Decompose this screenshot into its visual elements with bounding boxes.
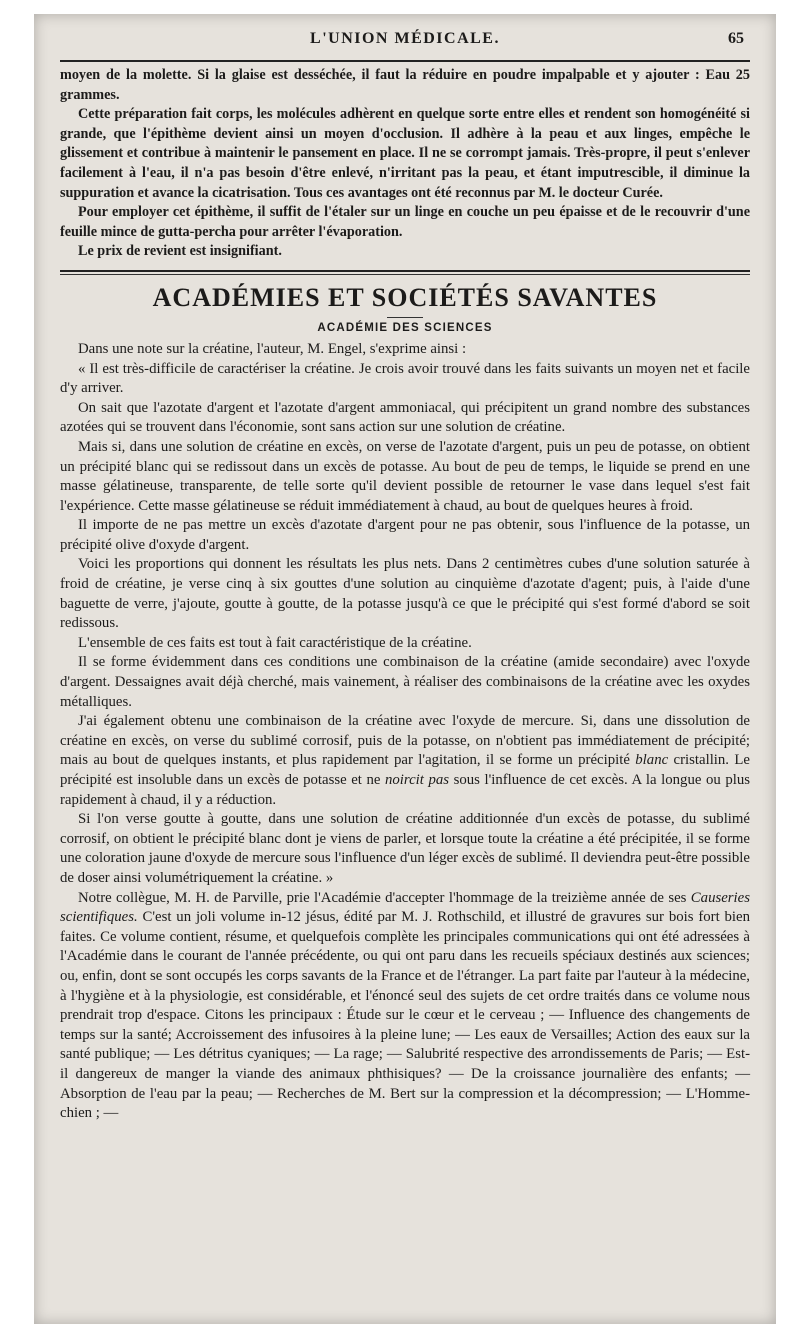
running-head bbox=[60, 28, 750, 58]
subsection-heading: ACADÉMIE DES SCIENCES bbox=[317, 321, 493, 334]
newspaper-page bbox=[34, 14, 776, 1324]
text-run: sous l'influence de cet excès. A la longue ou plus rapidement à chaud, il y a réduction. bbox=[60, 772, 750, 808]
italic-text: blanc bbox=[635, 752, 669, 769]
report-paragraph: On sait que l'azotate d'argent et l'azotate d'argent ammoniacal, qui précipitent un grand nombre des substances azotées qui se trouvent dans l'économie, sont sans action sur une solution de créatine. bbox=[60, 399, 750, 436]
article-paragraph: Le prix de revient est insignifiant. bbox=[78, 243, 282, 260]
page-number: 65 bbox=[728, 30, 744, 47]
text-run: Notre collègue, M. H. de Parville, prie l'Académie d'accepter l'hommage de la treizième année de ses bbox=[78, 889, 691, 906]
article-paragraph: moyen de la molette. Si la glaise est desséchée, il faut la réduire en poudre impalpable et y ajouter : Eau 25 grammes. bbox=[60, 67, 750, 103]
report-paragraph bbox=[60, 889, 750, 1124]
italic-text: Causeries scientifiques. bbox=[60, 889, 750, 926]
text-run: C'est un joli volume in-12 jésus, édité par M. J. Rothschild, et illustré de gravures sur bois fort bien faites. Ce volume contient, résume, et quelquefois complète les principales communications qui ont été adressées à l'Académie dans le courant de l'année précédente, ou qui ont paru dans les recueils spéciaux destinés aux sciences; ou, enfin, dont se sont occupés les corps savants de la France et de l'étranger. La part faite par l'auteur à la médecine, à l'hygiène et à la physiologie, est considérable, et l'énoncé seul des sujets de cet ordre traités dans ce volume nous prendrait trop d'espace. Citons les principaux : Étude sur le cœur et le cerveau ; — Influence des changements de temps sur la santé; Accroissement des infusoires à la pleine lune; — Les eaux de Versailles; Action des eaux sur la santé publique; — Les détritus cyaniques; — La rage; — Salubrité respective des arrondissements de Paris; — Est-il dangereux de manger la viande des animaux phthisiques? — De la croissance journalière des enfants; — Absorption de l'eau par la peau; — Recherches de M. Bert sur la compression et la décompression; — L'Homme-chien ; — bbox=[60, 909, 750, 1122]
text-run: J'ai également obtenu une combinaison de la créatine avec l'oxyde de mercure. Si, dans une dissolution de créatine en excès, on verse du sublimé corrosif, puis de la potasse, on n'obtient pas immédiatement de précipité; mais au bout de quelques instants, et plus rapidement par l'agitation, il se forme un précipité bbox=[60, 713, 750, 769]
italic-text: noircit pas bbox=[385, 772, 450, 788]
page-content bbox=[60, 28, 750, 1124]
article-paragraph: Cette préparation fait corps, les molécules adhèrent en quelque sorte entre elles et rendent son homogénéité si grande, que l'épithème devient ainsi un moyen d'occlusion. Il adhère à la peau et aux linges, empêche le glissement et contribue à maintenir le pansement en place. Il ne se corrompt jamais. Très-propre, il peut s'enlever facilement à l'eau, il n'a pas besoin d'être enlevé, n'irritant pas la peau, et étant imputrescible, il diminue la suppuration et avance la cicatrisation. Tous ces avantages ont été reconnus par M. le docteur Curée. bbox=[60, 106, 750, 201]
report-paragraph: Voici les proportions qui donnent les résultats les plus nets. Dans 2 centimètres cubes d'une solution saturée à froid de créatine, je verse cinq à six gouttes d'une solution au cinquième d'azotate d'agent; puis, à l'aide d'une baguette de verre, j'ajoute, goutte à goutte, de la potasse jusqu'à ce que le précipité qui s'est formé d'abord se soit redissous. bbox=[60, 556, 750, 632]
text-run: cristallin. Le précipité est insoluble dans un excès de potasse et ne bbox=[60, 752, 750, 788]
report-paragraph: « Il est très-difficile de caractériser la créatine. Je crois avoir trouvé dans les faits suivants un moyen net et facile d'y arriver. bbox=[60, 360, 750, 397]
section-heading: ACADÉMIES ET SOCIÉTÉS SAVANTES bbox=[152, 282, 658, 312]
report-paragraph: Il importe de ne pas mettre un excès d'azotate d'argent pour ne pas obtenir, sous l'influence de la potasse, un précipité olive d'oxyde d'argent. bbox=[60, 517, 750, 553]
journal-title: L'UNION MÉDICALE. bbox=[310, 30, 500, 47]
report-paragraph: L'ensemble de ces faits est tout à fait caractéristique de la créatine. bbox=[78, 634, 472, 651]
heading-short-rule bbox=[387, 317, 423, 318]
report-paragraph: Il se forme évidemment dans ces conditions une combinaison de la créatine (amide secondaire) avec l'oxyde d'argent. Dessaignes avait déjà cherché, mais vainement, à réaliser des combinaisons de la créatine avec les oxydes métalliques. bbox=[60, 654, 750, 710]
header-rule bbox=[60, 60, 750, 62]
report-paragraph: Dans une note sur la créatine, l'auteur, M. Engel, s'exprime ainsi : bbox=[78, 340, 467, 357]
article-end bbox=[60, 66, 750, 262]
article-paragraph: Pour employer cet épithème, il suffit de l'étaler sur un linge en couche un peu épaisse et de le recouvrir d'une feuille mince de gutta-percha pour arrêter l'évaporation. bbox=[60, 204, 750, 240]
report-paragraph: Si l'on verse goutte à goutte, dans une solution de créatine additionnée d'un excès de potasse, du sublimé corrosif, on obtient le précipité blanc dont je viens de parler, et lorsque toute la créatine a été précipitée, il se forme une coloration jaune d'oxyde de mercure sous l'influence d'un léger excès de sublimé. Il deviendra peut-être possible de doser ainsi volumétriquement la créatine. » bbox=[60, 811, 750, 886]
report-paragraph bbox=[60, 712, 750, 810]
report-paragraph: Mais si, dans une solution de créatine en excès, on verse de l'azotate d'argent, puis un peu de potasse, on obtient un précipité blanc qui se redissout dans un excès de potasse. Au bout de peu de temps, le liquide se prend en une masse gélatineuse, transparente, de telle sorte qu'il devient possible de retourner le vase dans lequel s'est fait l'expérience. Cette masse gélatineuse se réduit immédiatement à chaud, au bout de quelques heures à froid. bbox=[60, 438, 750, 514]
section-separator bbox=[60, 270, 750, 275]
academy-report bbox=[60, 340, 750, 1124]
